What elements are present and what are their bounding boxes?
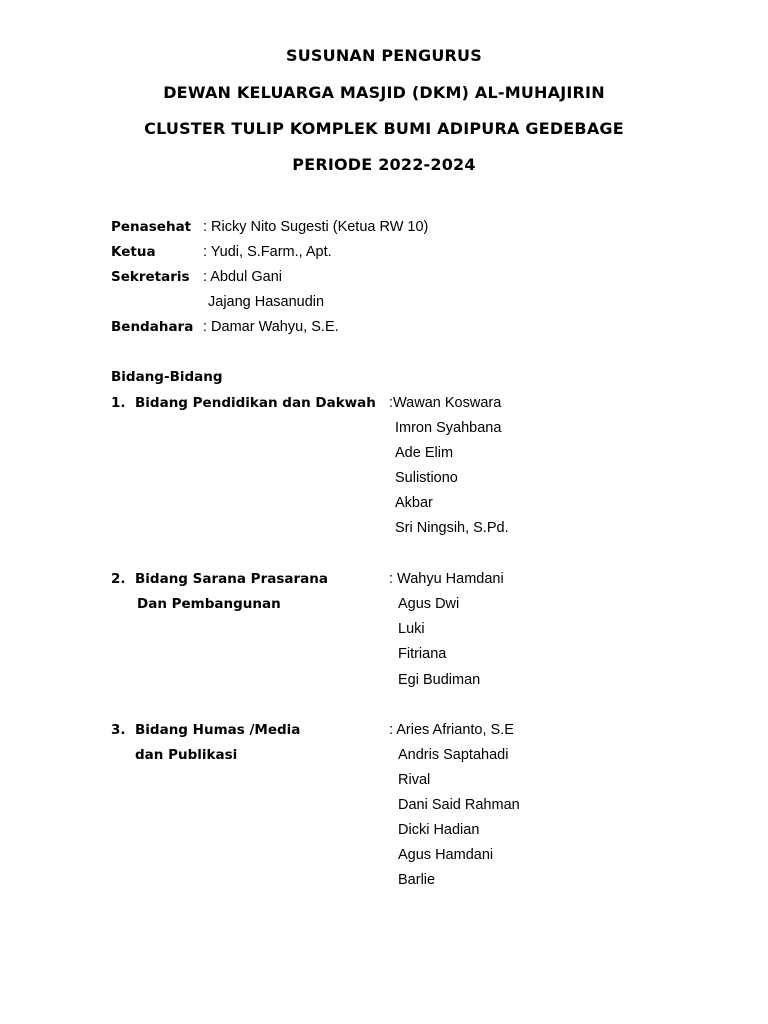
field-2-member-4: Fitriana: [398, 646, 447, 662]
field-2-member-5: Egi Budiman: [398, 672, 481, 688]
field-1-member-4: Sulistiono: [395, 470, 458, 486]
title-line-2: DEWAN KELUARGA MASJID (DKM) AL-MUHAJIRIN: [163, 83, 605, 102]
field-1-member-5: Akbar: [395, 495, 433, 511]
field-3-number: 3.: [111, 722, 126, 738]
field-2-number: 2.: [111, 571, 126, 587]
section-heading: Bidang-Bidang: [111, 369, 223, 385]
field-3-name: Bidang Humas /Media: [135, 722, 301, 738]
officer-label-penasehat: Penasehat: [111, 219, 192, 235]
field-2-member-1: : Wahyu Hamdani: [389, 571, 504, 587]
field-3-member-2: Andris Saptahadi: [398, 747, 509, 763]
field-2-member-3: Luki: [398, 621, 425, 637]
field-2-member-2: Agus Dwi: [398, 596, 460, 612]
officer-value-ketua: : Yudi, S.Farm., Apt.: [203, 244, 332, 260]
field-1-number: 1.: [111, 395, 126, 411]
officer-value-sekretaris: : Abdul Gani: [203, 269, 282, 285]
field-3-name-line2: dan Publikasi: [135, 747, 238, 763]
field-1-member-3: Ade Elim: [395, 445, 454, 461]
field-3-member-4: Dani Said Rahman: [398, 797, 520, 813]
field-3-member-5: Dicki Hadian: [398, 822, 480, 838]
field-2-name-line2: Dan Pembangunan: [137, 596, 281, 612]
field-3-member-6: Agus Hamdani: [398, 847, 494, 863]
officer-label-ketua: Ketua: [111, 244, 156, 260]
field-1-member-1: :Wawan Koswara: [389, 395, 502, 411]
title-line-3: CLUSTER TULIP KOMPLEK BUMI ADIPURA GEDEBAGE: [144, 119, 624, 138]
title-line-4: PERIODE 2022-2024: [292, 155, 476, 174]
officer-label-sekretaris: Sekretaris: [111, 269, 190, 285]
field-3-member-7: Barlie: [398, 872, 436, 888]
field-1-member-6: Sri Ningsih, S.Pd.: [395, 520, 509, 536]
officer-label-bendahara: Bendahara: [111, 319, 194, 335]
officer-value-sekretaris-2: Jajang Hasanudin: [208, 294, 325, 310]
field-1-member-2: Imron Syahbana: [395, 420, 502, 436]
officer-value-bendahara: : Damar Wahyu, S.E.: [203, 319, 339, 335]
field-2-name: Bidang Sarana Prasarana: [135, 571, 328, 587]
officer-value-penasehat: : Ricky Nito Sugesti (Ketua RW 10): [203, 219, 429, 235]
field-1-name: Bidang Pendidikan dan Dakwah: [135, 395, 376, 411]
title-line-1: SUSUNAN PENGURUS: [286, 46, 482, 65]
field-3-member-3: Rival: [398, 772, 431, 788]
field-3-member-1: : Aries Afrianto, S.E: [389, 722, 514, 738]
